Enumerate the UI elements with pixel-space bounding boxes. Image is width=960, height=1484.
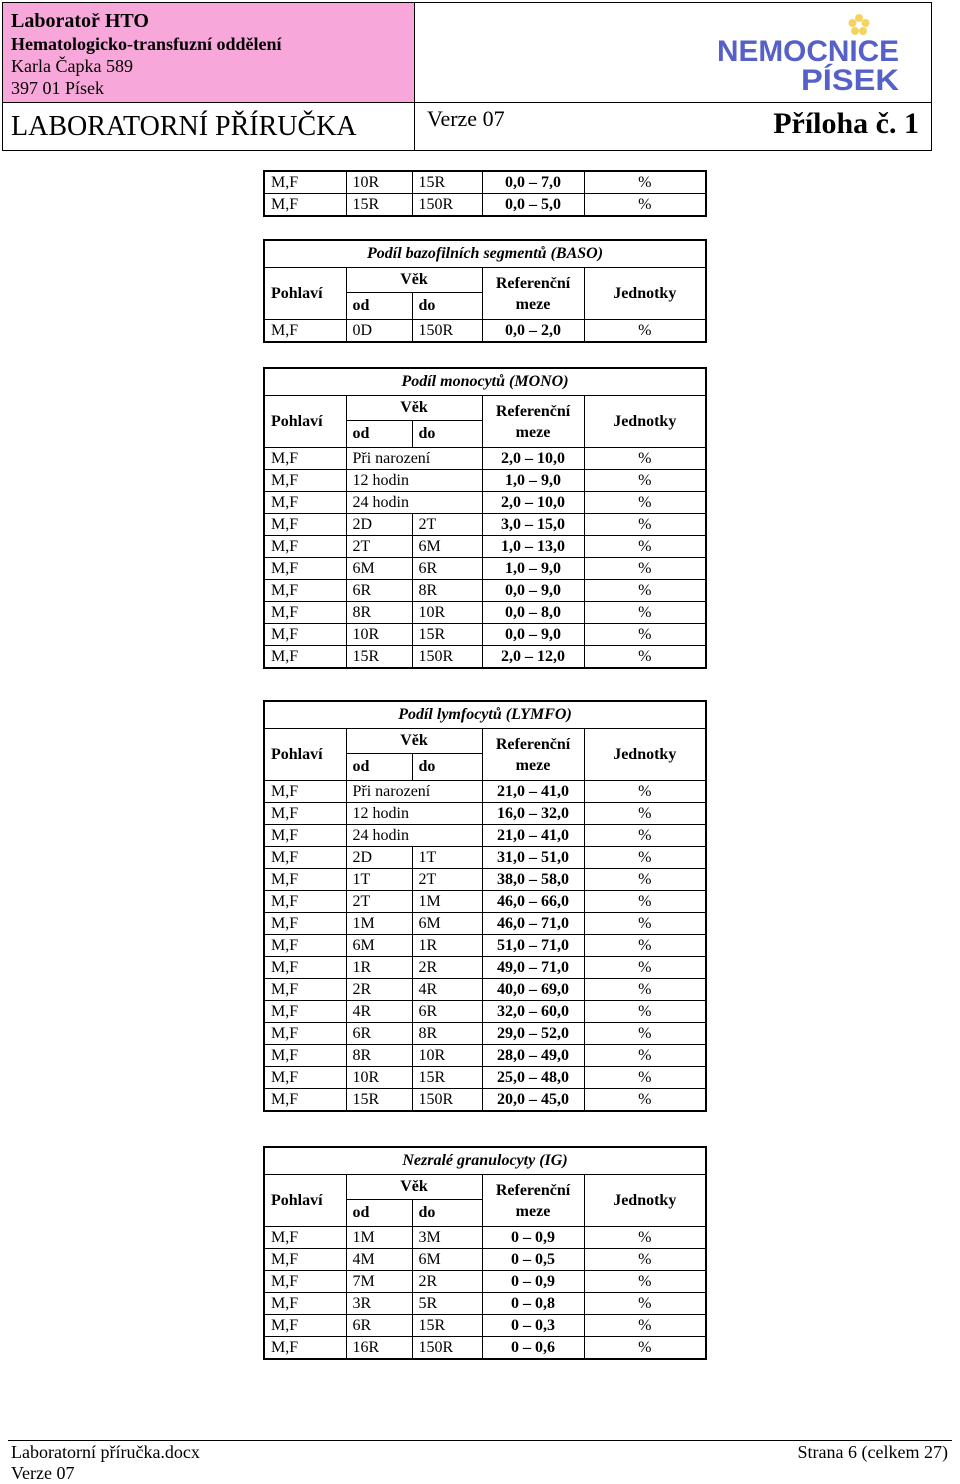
age-to-cell: 8R [412,580,482,602]
ref-header: Referenční meze [482,1175,584,1227]
department-name: Hematologicko-transfuzní oddělení [11,34,282,54]
ref-range-cell: 21,0 – 41,0 [482,825,584,847]
table-row [264,869,706,891]
table-row [264,536,706,558]
age-from-cell: Při narození [346,448,482,470]
age-header: Věk [346,268,482,293]
age-to-cell: 6M [412,536,482,558]
unit-cell: % [584,1293,706,1315]
ref-range-cell: 0 – 0,9 [482,1227,584,1249]
sex-cell: M,F [264,1089,346,1112]
age-from-header: od [346,1200,412,1227]
unit-cell: % [584,1067,706,1089]
ref-range-cell: 2,0 – 10,0 [482,492,584,514]
age-to-cell: 10R [412,1045,482,1067]
ref-range-cell: 20,0 – 45,0 [482,1089,584,1112]
eos-continuation-table [263,170,707,217]
unit-cell: % [584,1337,706,1360]
hospital-logo [415,3,931,103]
sex-cell: M,F [264,1023,346,1045]
age-from-cell: 3R [346,1293,412,1315]
table-title-row [264,701,706,729]
sex-cell: M,F [264,825,346,847]
age-to-cell: 150R [412,194,482,217]
header-row [264,396,706,421]
unit-cell: % [584,1089,706,1112]
table-row [264,448,706,470]
ref-range-cell: 3,0 – 15,0 [482,514,584,536]
attachment-label: Příloha č. 1 [773,107,919,140]
unit-cell: % [584,1001,706,1023]
age-to-cell: 5R [412,1293,482,1315]
sex-cell: M,F [264,602,346,624]
table-row [264,781,706,803]
unit-cell: % [584,1249,706,1271]
table-row [264,602,706,624]
age-from-cell: 10R [346,1067,412,1089]
age-to-header: do [412,754,482,781]
ref-range-cell: 38,0 – 58,0 [482,869,584,891]
age-from-cell: 1T [346,869,412,891]
ref-range-cell: 1,0 – 9,0 [482,470,584,492]
age-to-cell: 6M [412,1249,482,1271]
footer-version: Verze 07 [11,1463,75,1483]
table-row [264,580,706,602]
table-row [264,935,706,957]
sex-cell: M,F [264,1249,346,1271]
ref-range-cell: 31,0 – 51,0 [482,847,584,869]
ref-range-cell: 0 – 0,3 [482,1315,584,1337]
age-to-cell: 150R [412,320,482,343]
age-to-cell: 6M [412,913,482,935]
age-to-cell: 15R [412,171,482,194]
sex-header: Pohlaví [264,268,346,320]
table-row [264,803,706,825]
sex-header: Pohlaví [264,396,346,448]
age-from-cell: 2D [346,514,412,536]
street-address: Karla Čapka 589 [11,56,133,76]
age-from-cell: 15R [346,646,412,669]
sex-cell: M,F [264,580,346,602]
units-header: Jednotky [584,729,706,781]
sex-cell: M,F [264,869,346,891]
ref-range-cell: 46,0 – 66,0 [482,891,584,913]
table-title: Nezralé granulocyty (IG) [264,1147,706,1175]
sex-cell: M,F [264,558,346,580]
age-header: Věk [346,1175,482,1200]
sex-cell: M,F [264,1315,346,1337]
table-row [264,1023,706,1045]
city-address: 397 01 Písek [11,78,105,98]
sex-cell: M,F [264,470,346,492]
age-from-header: od [346,421,412,448]
footer-divider [8,1440,952,1441]
ref-header: Referenční meze [482,396,584,448]
age-to-cell: 2R [412,1271,482,1293]
age-header: Věk [346,396,482,421]
sex-cell: M,F [264,1337,346,1360]
age-from-cell: 1M [346,913,412,935]
unit-cell: % [584,913,706,935]
ref-header: Referenční meze [482,729,584,781]
age-to-cell: 15R [412,624,482,646]
table-title: Podíl bazofilních segmentů (BASO) [264,240,706,268]
age-from-cell: 6M [346,935,412,957]
table-row [264,847,706,869]
ref-range-cell: 0 – 0,5 [482,1249,584,1271]
age-from-cell: 16R [346,1337,412,1360]
sex-cell: M,F [264,492,346,514]
unit-cell: % [584,624,706,646]
unit-cell: % [584,803,706,825]
age-from-cell: 1R [346,957,412,979]
age-from-cell: 8R [346,1045,412,1067]
ref-range-cell: 46,0 – 71,0 [482,913,584,935]
age-from-header: od [346,293,412,320]
age-from-cell: 6R [346,1023,412,1045]
ig-table [263,1146,707,1360]
document-version: Verze 07 [427,106,505,131]
table-title: Podíl lymfocytů (LYMFO) [264,701,706,729]
logo-text-top: NEMOCNICE [717,35,899,68]
sex-cell: M,F [264,891,346,913]
unit-cell: % [584,1045,706,1067]
table-row [264,1337,706,1360]
unit-cell: % [584,891,706,913]
sex-cell: M,F [264,1001,346,1023]
table-row [264,194,706,217]
age-to-cell: 2T [412,869,482,891]
units-header: Jednotky [584,396,706,448]
age-from-cell: 15R [346,194,412,217]
age-from-cell: 15R [346,1089,412,1112]
sex-cell: M,F [264,1067,346,1089]
ref-range-cell: 51,0 – 71,0 [482,935,584,957]
ref-range-cell: 29,0 – 52,0 [482,1023,584,1045]
ref-range-cell: 0,0 – 9,0 [482,624,584,646]
sex-cell: M,F [264,320,346,343]
age-to-cell: 6R [412,1001,482,1023]
sex-cell: M,F [264,1227,346,1249]
unit-cell: % [584,1227,706,1249]
unit-cell: % [584,1023,706,1045]
unit-cell: % [584,979,706,1001]
ref-range-cell: 28,0 – 49,0 [482,1045,584,1067]
age-from-cell: 12 hodin [346,470,482,492]
ref-range-cell: 49,0 – 71,0 [482,957,584,979]
age-from-cell: Při narození [346,781,482,803]
age-from-cell: 24 hodin [346,825,482,847]
units-header: Jednotky [584,268,706,320]
unit-cell: % [584,194,706,217]
table-row [264,891,706,913]
table-row [264,1089,706,1112]
sex-cell: M,F [264,171,346,194]
footer-left [11,1442,200,1484]
ref-range-cell: 1,0 – 13,0 [482,536,584,558]
unit-cell: % [584,470,706,492]
sex-cell: M,F [264,624,346,646]
ref-range-cell: 0,0 – 7,0 [482,171,584,194]
unit-cell: % [584,536,706,558]
age-from-cell: 0D [346,320,412,343]
table-row [264,1315,706,1337]
table-title-row [264,240,706,268]
age-to-cell: 1R [412,935,482,957]
unit-cell: % [584,320,706,343]
age-to-cell: 6R [412,558,482,580]
sex-cell: M,F [264,935,346,957]
flower-icon [849,14,870,35]
table-row [264,1067,706,1089]
ref-range-cell: 40,0 – 69,0 [482,979,584,1001]
logo-text-bottom: PÍSEK [801,64,892,95]
unit-cell: % [584,1271,706,1293]
table-row [264,913,706,935]
age-to-header: do [412,1200,482,1227]
unit-cell: % [584,514,706,536]
age-from-cell: 10R [346,171,412,194]
age-to-cell: 150R [412,646,482,669]
table-row [264,957,706,979]
sex-cell: M,F [264,1293,346,1315]
ref-range-cell: 0,0 – 9,0 [482,580,584,602]
table-title: Podíl monocytů (MONO) [264,368,706,396]
age-to-cell: 8R [412,1023,482,1045]
sex-cell: M,F [264,514,346,536]
age-from-cell: 2T [346,891,412,913]
unit-cell: % [584,957,706,979]
age-to-cell: 150R [412,1337,482,1360]
sex-cell: M,F [264,194,346,217]
unit-cell: % [584,492,706,514]
ref-range-cell: 1,0 – 9,0 [482,558,584,580]
age-to-cell: 10R [412,602,482,624]
unit-cell: % [584,869,706,891]
table-row [264,558,706,580]
sex-cell: M,F [264,536,346,558]
sex-header: Pohlaví [264,729,346,781]
sex-header: Pohlaví [264,1175,346,1227]
footer-filename: Laboratorní příručka.docx [11,1442,200,1462]
sex-cell: M,F [264,1271,346,1293]
table-row [264,1271,706,1293]
age-from-cell: 2T [346,536,412,558]
table-row [264,1293,706,1315]
age-header: Věk [346,729,482,754]
table-row [264,1227,706,1249]
age-to-header: do [412,421,482,448]
sex-cell: M,F [264,803,346,825]
ref-range-cell: 2,0 – 10,0 [482,448,584,470]
mono-table [263,367,707,669]
ref-range-cell: 32,0 – 60,0 [482,1001,584,1023]
unit-cell: % [584,602,706,624]
age-to-cell: 15R [412,1067,482,1089]
ref-range-cell: 16,0 – 32,0 [482,803,584,825]
age-to-cell: 3M [412,1227,482,1249]
unit-cell: % [584,1315,706,1337]
age-from-cell: 6R [346,1315,412,1337]
unit-cell: % [584,825,706,847]
age-to-cell: 150R [412,1089,482,1112]
unit-cell: % [584,558,706,580]
ref-range-cell: 0 – 0,9 [482,1271,584,1293]
unit-cell: % [584,171,706,194]
sex-cell: M,F [264,448,346,470]
table-row [264,646,706,669]
table-row [264,470,706,492]
unit-cell: % [584,935,706,957]
age-from-cell: 4M [346,1249,412,1271]
table-row [264,825,706,847]
ref-range-cell: 25,0 – 48,0 [482,1067,584,1089]
age-from-cell: 1M [346,1227,412,1249]
lymfo-table [263,700,707,1112]
sex-cell: M,F [264,979,346,1001]
age-to-cell: 4R [412,979,482,1001]
unit-cell: % [584,580,706,602]
table-row [264,171,706,194]
ref-range-cell: 0 – 0,6 [482,1337,584,1360]
ref-range-cell: 21,0 – 41,0 [482,781,584,803]
document-title: LABORATORNÍ PŘÍRUČKA [3,103,415,150]
units-header: Jednotky [584,1175,706,1227]
baso-table [263,239,707,343]
age-from-cell: 6M [346,558,412,580]
table-row [264,492,706,514]
age-to-cell: 2T [412,514,482,536]
lab-address-block [3,3,415,103]
ref-range-cell: 2,0 – 12,0 [482,646,584,669]
age-from-cell: 10R [346,624,412,646]
table-title-row [264,368,706,396]
age-from-cell: 2R [346,979,412,1001]
age-from-cell: 24 hodin [346,492,482,514]
table-title-row [264,1147,706,1175]
header-row [264,1175,706,1200]
page-header [2,2,932,151]
table-row [264,514,706,536]
unit-cell: % [584,448,706,470]
age-from-cell: 4R [346,1001,412,1023]
table-row [264,979,706,1001]
unit-cell: % [584,847,706,869]
table-body [264,171,706,216]
age-from-cell: 7M [346,1271,412,1293]
nemocnice-pisek-logo [717,11,917,95]
age-from-cell: 8R [346,602,412,624]
age-from-cell: 12 hodin [346,803,482,825]
sex-cell: M,F [264,913,346,935]
ref-range-cell: 0,0 – 8,0 [482,602,584,624]
age-from-header: od [346,754,412,781]
unit-cell: % [584,781,706,803]
footer-page-number: Strana 6 (celkem 27) [797,1442,948,1462]
header-row [264,729,706,754]
age-to-cell: 1M [412,891,482,913]
unit-cell: % [584,646,706,669]
ref-range-cell: 0,0 – 2,0 [482,320,584,343]
sex-cell: M,F [264,1045,346,1067]
sex-cell: M,F [264,957,346,979]
ref-range-cell: 0 – 0,8 [482,1293,584,1315]
table-row [264,1045,706,1067]
age-to-cell: 15R [412,1315,482,1337]
age-from-cell: 2D [346,847,412,869]
header-row [264,268,706,293]
ref-header: Referenční meze [482,268,584,320]
table-row [264,624,706,646]
sex-cell: M,F [264,646,346,669]
table-row [264,1249,706,1271]
age-to-header: do [412,293,482,320]
age-from-cell: 6R [346,580,412,602]
table-row [264,320,706,343]
table-row [264,1001,706,1023]
lab-name: Laboratoř HTO [11,10,149,32]
age-to-cell: 2R [412,957,482,979]
sex-cell: M,F [264,847,346,869]
sex-cell: M,F [264,781,346,803]
age-to-cell: 1T [412,847,482,869]
ref-range-cell: 0,0 – 5,0 [482,194,584,217]
